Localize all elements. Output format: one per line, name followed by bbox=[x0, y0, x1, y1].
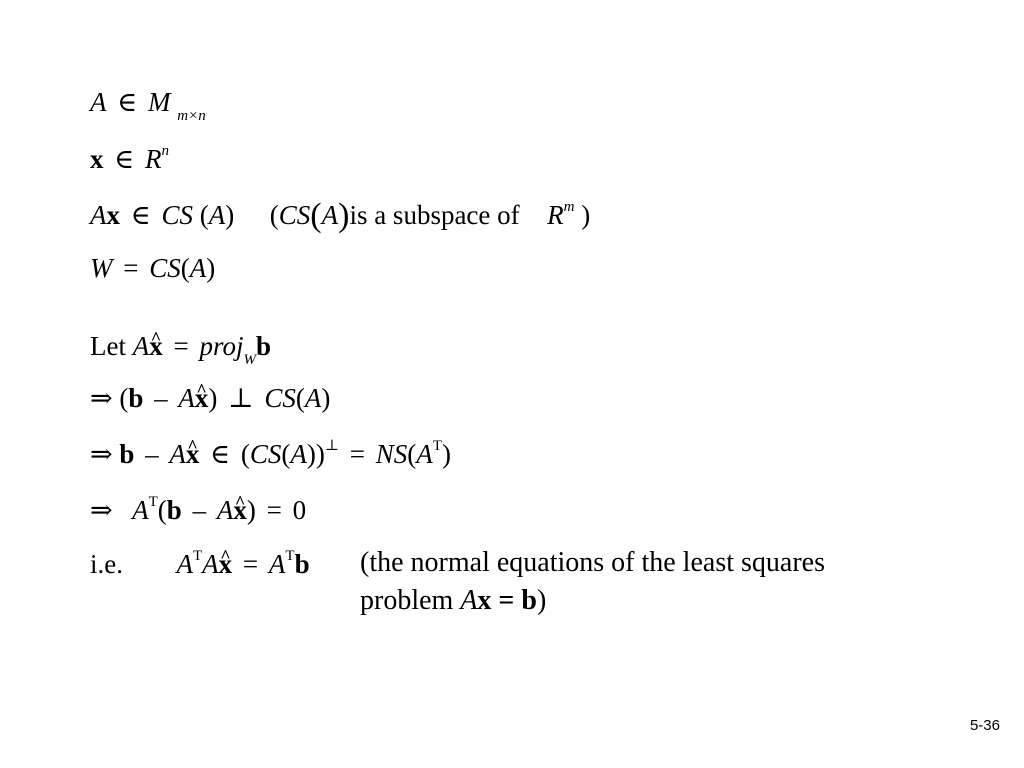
paren-close-double: )) bbox=[306, 439, 325, 469]
element-of-symbol: ∈ bbox=[114, 144, 135, 174]
element-of-symbol: ∈ bbox=[117, 87, 138, 117]
var-A: A bbox=[132, 331, 150, 361]
note-line-2 bbox=[360, 582, 825, 620]
superscript-n: n bbox=[161, 143, 169, 159]
implies-symbol: ⇒ bbox=[90, 383, 113, 413]
var-R: R bbox=[145, 144, 162, 174]
expr-AT-residual-zero bbox=[90, 494, 306, 531]
equals-symbol: = bbox=[173, 331, 189, 361]
implies-symbol: ⇒ bbox=[90, 439, 113, 469]
var-A: A bbox=[416, 439, 433, 469]
paren-close: ) bbox=[225, 200, 235, 230]
column-space-CS: CS bbox=[161, 200, 194, 230]
var-R: R bbox=[547, 200, 564, 230]
superscript-transpose: T bbox=[285, 548, 295, 564]
vector-b: b bbox=[521, 585, 537, 616]
null-space-NS: NS bbox=[375, 439, 408, 469]
paren-close: ) bbox=[246, 495, 256, 525]
equals-symbol: = bbox=[349, 439, 365, 469]
paren-open: ( bbox=[295, 383, 305, 413]
superscript-transpose: T bbox=[193, 548, 203, 564]
big-paren-close: ) bbox=[338, 197, 350, 234]
expr-Ax-in-CSA bbox=[90, 198, 590, 236]
vector-x-hat: x ^ bbox=[219, 548, 233, 580]
paren-close: ) bbox=[581, 200, 591, 230]
expr-residual-perp bbox=[90, 382, 330, 414]
paren-open: ( bbox=[199, 200, 209, 230]
paren-open: ( bbox=[240, 439, 250, 469]
expr-normal-equations bbox=[90, 548, 310, 585]
normal-equations-note bbox=[360, 544, 825, 620]
var-A: A bbox=[178, 383, 195, 413]
minus-symbol: – bbox=[192, 495, 207, 525]
subscript-m-times-n: m×n bbox=[177, 108, 206, 124]
subscript-W: W bbox=[243, 352, 256, 368]
var-A: A bbox=[90, 200, 107, 230]
note-problem-text: problem bbox=[360, 585, 461, 616]
slide-page-number: 5-36 bbox=[969, 717, 1000, 734]
paren-open: ( bbox=[180, 253, 190, 283]
text-ie: i.e. bbox=[90, 549, 123, 579]
var-A: A bbox=[290, 439, 307, 469]
text-let: Let bbox=[90, 331, 126, 361]
vector-b: b bbox=[166, 495, 182, 525]
superscript-perp: ⊥ bbox=[324, 438, 340, 454]
var-A: A bbox=[268, 549, 286, 579]
column-space-CS: CS bbox=[264, 383, 296, 413]
vector-b: b bbox=[128, 383, 144, 413]
paren-close: ) bbox=[321, 383, 331, 413]
expr-residual-in-nullspace bbox=[90, 438, 451, 475]
column-space-CS: CS bbox=[278, 200, 311, 230]
equals-symbol: = bbox=[242, 549, 259, 579]
equals-symbol: = bbox=[123, 253, 139, 283]
var-A: A bbox=[304, 383, 322, 413]
paren-open: ( bbox=[281, 439, 291, 469]
vector-x-hat: x ^ bbox=[149, 330, 163, 362]
equals-symbol: = bbox=[491, 585, 522, 616]
paren-open: ( bbox=[157, 495, 167, 525]
implies-symbol: ⇒ bbox=[90, 495, 113, 525]
vector-b: b bbox=[255, 331, 272, 361]
zero: 0 bbox=[292, 495, 307, 525]
vector-x: x bbox=[477, 585, 492, 616]
var-A: A bbox=[321, 200, 339, 230]
vector-x: x bbox=[106, 200, 120, 230]
var-W: W bbox=[90, 253, 113, 283]
superscript-m: m bbox=[563, 199, 575, 215]
big-paren-open: ( bbox=[310, 197, 322, 234]
paren-close: ) bbox=[441, 439, 451, 469]
vector-x-hat: x ^ bbox=[233, 494, 247, 526]
expr-let-projection bbox=[90, 330, 271, 367]
paren-close: ) bbox=[536, 585, 547, 616]
var-A: A bbox=[176, 549, 193, 579]
var-A: A bbox=[90, 87, 107, 117]
paren-close: ) bbox=[208, 383, 218, 413]
minus-symbol: – bbox=[145, 439, 159, 469]
superscript-transpose: T bbox=[432, 438, 442, 454]
perpendicular-symbol: ⊥ bbox=[228, 383, 254, 413]
proj-operator: proj bbox=[199, 331, 244, 361]
vector-x-hat: x ^ bbox=[186, 438, 200, 470]
expr-W-eq-CSA bbox=[90, 252, 215, 284]
equals-symbol: = bbox=[266, 495, 282, 525]
vector-b: b bbox=[119, 439, 135, 469]
var-A: A bbox=[132, 495, 149, 525]
vector-x-hat: x ^ bbox=[195, 382, 209, 414]
paren-open: ( bbox=[119, 383, 129, 413]
var-A: A bbox=[169, 439, 186, 469]
superscript-transpose: T bbox=[148, 494, 158, 510]
vector-b: b bbox=[294, 549, 310, 579]
var-M: M bbox=[148, 87, 171, 117]
element-of-symbol: ∈ bbox=[210, 439, 231, 469]
var-A: A bbox=[189, 253, 207, 283]
var-A: A bbox=[460, 585, 478, 616]
expr-x-in-Rn bbox=[90, 143, 169, 180]
var-A: A bbox=[202, 549, 219, 579]
text-is-a-subspace-of: is a subspace of bbox=[349, 200, 520, 230]
column-space-CS: CS bbox=[149, 253, 181, 283]
element-of-symbol: ∈ bbox=[130, 200, 151, 230]
column-space-CS: CS bbox=[249, 439, 282, 469]
note-line-1: (the normal equations of the least squares bbox=[360, 547, 825, 578]
expr-A-in-M bbox=[90, 86, 206, 123]
paren-close: ) bbox=[206, 253, 216, 283]
paren-open: ( bbox=[407, 439, 417, 469]
paren-open: ( bbox=[269, 200, 279, 230]
vector-x: x bbox=[90, 144, 104, 174]
minus-symbol: – bbox=[154, 383, 168, 413]
var-A: A bbox=[208, 200, 226, 230]
var-A: A bbox=[216, 495, 234, 525]
